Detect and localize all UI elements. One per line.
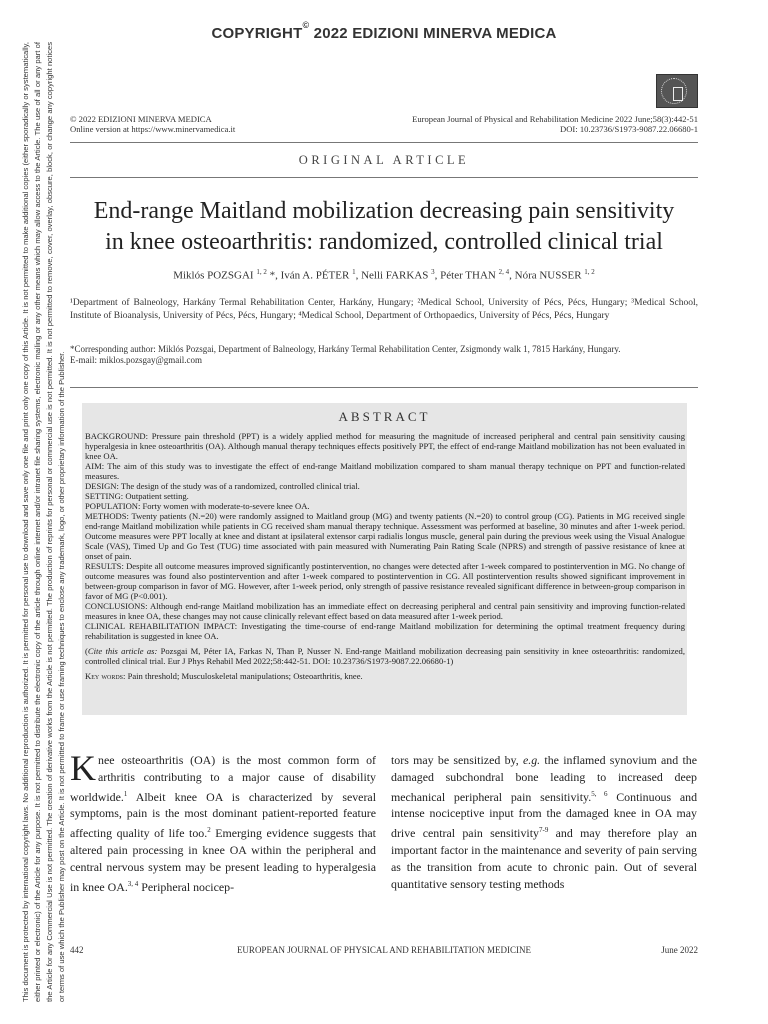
footer-journal: EUROPEAN JOURNAL OF PHYSICAL AND REHABILITATION MEDICINE: [236, 945, 532, 955]
body-column-right: [391, 752, 697, 892]
banner-suffix: 2022 EDIZIONI MINERVA MEDICA: [313, 25, 557, 42]
section-label: ORIGINAL ARTICLE: [298, 153, 470, 167]
body-text: Continuous and intense nociceptive input from the damaged knee in OA may drive central pain sensitivity: [391, 789, 698, 841]
author-2: Iván A. PÉTER: [280, 269, 350, 282]
corresponding-address: *Corresponding author: Miklós Pozsgai, Department of Balneology, Harkány Termal Rehabilitation Center, Zsigmondy walk 1, 7815 Harkány, Hungary.: [70, 344, 621, 354]
citation-ref: 2: [207, 826, 211, 835]
cite-label: Cite this article as:: [87, 646, 158, 656]
author-3-aff: 3: [431, 268, 435, 276]
author-list: [0, 268, 768, 282]
journal-citation: European Journal of Physical and Rehabilitation Medicine 2022 June;58(3):442-51: [412, 114, 698, 124]
divider-top: [70, 142, 698, 143]
author-5: Nóra NUSSER: [514, 269, 582, 282]
page-number: 442: [70, 945, 84, 955]
journal-logo: [656, 74, 698, 108]
body-text: nee osteoarthritis (OA) is the most common form of arthritis contributing to a major cause of disability worldwide.: [70, 753, 376, 804]
cite-as: [85, 646, 685, 666]
online-version: Online version at https://www.minervamedica.it: [70, 124, 236, 134]
author-sep: ,: [434, 269, 441, 282]
body-text: Albeit knee OA is characterized by several symptoms, pain is the most dominant patient-reported feature affecting quality of life too.: [70, 789, 376, 841]
abstract-setting: SETTING: Outpatient setting.: [85, 491, 189, 501]
corresponding-email: E-mail: miklos.pozsgay@gmail.com: [70, 355, 203, 365]
abstract-aim: AIM: The aim of this study was to investigate the effect of end-range Maitland mobilization compared to sham manual therapy technique on PPT and function-related measures.: [85, 461, 685, 481]
keywords-label: Key words:: [85, 671, 126, 681]
body-text: the inflamed synovium and the damaged subchondral bone leading to increased deep mechanical peripheral pain sensitivity.: [391, 753, 697, 804]
citation-ref: 1: [123, 789, 128, 798]
affiliations: ¹Department of Balneology, Harkány Termal Rehabilitation Center, Harkány, Hungary; ²Medical School, University of Pécs, Pécs, Hungary; ³Medical School, Institute of Bioanalysis, University of Pécs, Pécs, Hungary; ⁴Medical School, Department of Orthopaedics, University of Pécs, Pécs, Hungary: [70, 298, 698, 321]
doi: DOI: 10.23736/S1973-9087.22.06680-1: [560, 124, 698, 134]
author-4: Péter THAN: [440, 269, 496, 282]
abstract-box: [82, 403, 687, 715]
sidebar-copyright-notice: [14, 42, 74, 1002]
body-text-italic: e.g.: [522, 753, 541, 767]
cite-open: (: [85, 646, 88, 656]
keywords: [85, 671, 685, 681]
author-1: Miklós POZSGAI: [173, 269, 254, 282]
author-5-aff: 1, 2: [584, 268, 595, 276]
divider-under-label: [70, 177, 698, 178]
cite-text: Pozsgai M, Péter IA, Farkas N, Than P, Nusser N. End-range Maitland mobilization decreasing pain sensitivity in knee osteoarthritis: randomized, controlled clinical trial. Eur J Phys Rehabil Med 2022;58:442-51. DOI: 10.23736/S1973-9087.22.06680-1): [85, 646, 685, 666]
abstract-body: [85, 431, 685, 681]
body-text: Peripheral nocicep-: [138, 879, 235, 894]
author-1-aff: 1, 2: [256, 268, 267, 276]
citation-ref: 7-9: [539, 826, 549, 835]
header-left: [70, 114, 235, 134]
footer-date: June 2022: [661, 945, 698, 955]
sidebar-notice-text: This document is protected by international copyright laws. No additional reproduction is authorized. It is permitted for personal use to download and save only one file and print only one copy of this Article. It is not permitted to make additional copies (either sporadically or systematically, either printed or electronic) of the Article for any purpose. It is not permitted to distribute the electronic copy of the article through online internet and/or intranet file sharing systems, electronic mailing or any other means which may allow access to the Article. The use of all or any part of the Article for any Commercial Use is not permitted. The creation of derivative works from the Article is not permitted. The production of reprints for personal or commercial use is not permitted. It is not permitted to remove, cover, overlay, obscure, block, or change any copyright notices or terms of use which the Publisher may post on the Article. It is not permitted to frame or use framing techniques to enclose any trademark, logo, or other proprietary information of the Publisher.: [21, 42, 66, 1002]
banner-prefix: COPYRIGHT: [211, 25, 303, 42]
author-4-aff: 2, 4: [498, 268, 510, 276]
author-sep: ,: [509, 269, 515, 282]
abstract-heading: ABSTRACT: [338, 409, 431, 424]
copyright-banner: [0, 20, 768, 42]
keywords-text: Pain threshold; Musculoskeletal manipulations; Osteoarthritis, knee.: [125, 671, 363, 681]
citation-ref: 3, 4: [127, 879, 139, 888]
abstract-population: POPULATION: Forty women with moderate-to-severe knee OA.: [85, 501, 310, 511]
citation-ref: 5, 6: [591, 789, 608, 798]
title-line-2: in knee osteoarthritis: randomized, controlled clinical trial: [105, 229, 663, 255]
body-text: Emerging evidence suggests that altered pain processing in knee OA within the peripheral and central nervous system may be present leading to hyperalgesia in knee OA.: [70, 826, 376, 894]
author-1-mark: *,: [266, 269, 281, 282]
logo-figure-icon: [673, 87, 683, 101]
abstract-methods: METHODS: Twenty patients (N.=20) were randomly assigned to Maitland group (MG) and twenty patients (N.=20) to control group (CG). Patients in MG received single end-range Maitland mobilization while patients in CG received sham manual therapy technique. Assessment was performed at baseline, 30 minutes and after 1-week period. Outcome measures were PPT locally at knee and distant at ipsilateral extensor carpi radialis longus muscle, general pain during the previous week using the Visual Analogue Scale (VAS), Timed Up and Go Test (TUG) time associated with pain measured with Numerating Pain Rating Scale (NPRS) and strength of passive resistance of knee at onset of pain.: [85, 511, 685, 561]
header-right: [412, 114, 698, 134]
divider-before-abstract: [70, 387, 698, 388]
body-text: tors may be sensitized by,: [391, 753, 523, 767]
abstract-impact: CLINICAL REHABILITATION IMPACT: Investigating the time-course of end-range Maitland mobilization for determining the optimal treatment frequency during rehabilitation is suggested in knee OA.: [85, 621, 685, 641]
body-text: and may therefore play an important factor in the maintenance and severity of pain serving as the transition from acute to chronic pain. Out of several quantitative sensory testing methods: [391, 826, 698, 891]
copyright-symbol: ©: [302, 20, 310, 30]
author-2-aff: 1: [352, 268, 356, 276]
publisher-copyright: © 2022 EDIZIONI MINERVA MEDICA: [70, 114, 212, 124]
abstract-background: BACKGROUND: Pressure pain threshold (PPT) is a widely applied method for measuring the magnitude of increased peripheral and central pain sensitivity causing hyperalgesia in knee osteoarthritis (OA). Although manual therapy techniques effects positively PPT, the effect of end-range Maitland mobilization has not been evaluated in knee OA.: [85, 431, 685, 461]
title-line-1: End-range Maitland mobilization decreasing pain sensitivity: [93, 198, 675, 224]
article-title: [60, 196, 708, 258]
abstract-results: RESULTS: Despite all outcome measures improved significantly postintervention, no changes were detected after 1-week compared to postintervention in MG. No change of outcome measures was found also postintervention and after 1-week compared to postintervention in CG. All postintervention results showed significant improvement in between-group comparison in favor of MG. However, after 1-week period, only strength of passive resistance revealed significant difference in between-group comparison in favor of MG (P<0.001).: [85, 561, 685, 601]
abstract-conclusions: CONCLUSIONS: Although end-range Maitland mobilization has an immediate effect on decreasing peripheral and central pain sensitivity and improving function-related measures in knee OA, these changes may not cause clinically relevant effect based on data measured after 1-week period.: [85, 601, 685, 621]
corresponding-author: [70, 344, 698, 366]
drop-cap: K: [70, 748, 96, 788]
abstract-design: DESIGN: The design of the study was of a randomized, controlled clinical trial.: [85, 481, 360, 491]
body-column-left: [70, 748, 376, 895]
author-3: Nelli FARKAS: [361, 269, 429, 282]
author-sep: ,: [355, 269, 362, 282]
